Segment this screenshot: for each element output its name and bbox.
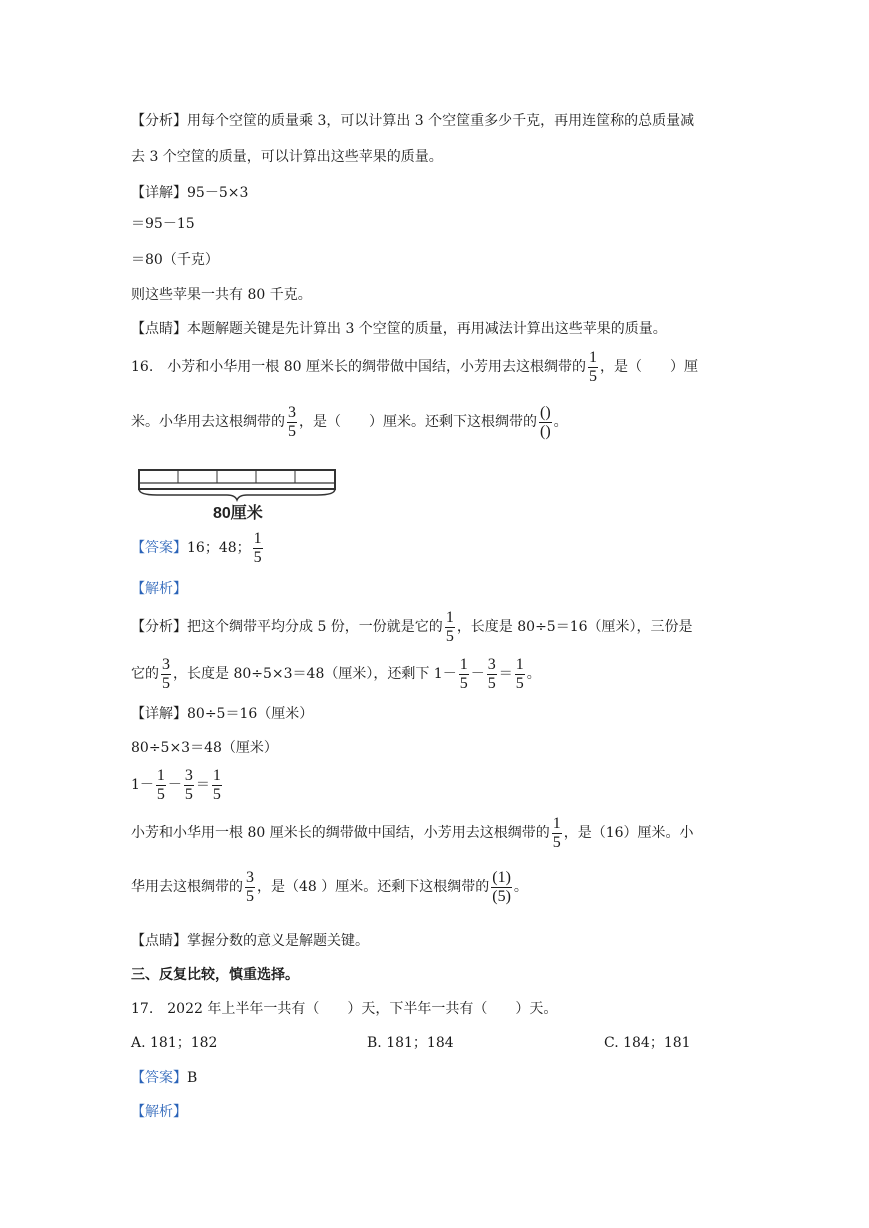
- q16-summary-text-2c: 。: [513, 879, 528, 895]
- q16-stem-text-1a: 16. 小芳和小华用一根 80 厘米长的绸带做中国结，小芳用去这根绸带的: [131, 359, 586, 375]
- equals-sign: ＝: [498, 666, 513, 682]
- q15-detail-text-1: 95－5×3: [187, 185, 249, 201]
- q16-detail-line-3: [131, 765, 224, 805]
- brace-icon: [139, 489, 335, 500]
- q16-answer-line: [131, 528, 265, 568]
- q16-summary-line-1: [131, 813, 694, 853]
- detail-one-minus: 1－: [131, 777, 154, 793]
- summary-fraction-three-fifths: $\frac{3}{5}$: [246, 868, 254, 905]
- q17-answer-line: [131, 1068, 197, 1088]
- q15-comment-line: [131, 319, 667, 339]
- q16-analysis-text-2a: 它的: [131, 666, 159, 682]
- answer-fraction-one-fifth: $\frac{1}{5}$: [253, 529, 262, 566]
- q15-detail-tag: 【详解】: [131, 185, 187, 201]
- q17-stem: 17. 2022 年上半年一共有（ ）天，下半年一共有（ ）天。: [131, 1001, 558, 1017]
- q16-analysis-line-2: [131, 654, 541, 694]
- q15-detail-line-3: ＝80（千克）: [131, 252, 219, 268]
- q15-comment-tag: 【点睛】: [131, 321, 187, 337]
- q16-summary-text-2b: ，是（48 ）厘米。还剩下这根绸带的: [257, 879, 490, 895]
- q16-analysis-line-1: [131, 607, 693, 647]
- q17-option-b: B. 181；184: [367, 1035, 454, 1051]
- fraction-three-fifths: $\frac{3}{5}$: [288, 403, 296, 440]
- q16-summary-text-1a: 小芳和小华用一根 80 厘米长的绸带做中国结，小芳用去这根绸带的: [131, 825, 550, 841]
- analysis-frac-b: $\frac{3}{5}$: [487, 655, 496, 692]
- q16-analysis-text-1b: ，长度是 80÷5＝16（厘米），三份是: [456, 619, 693, 635]
- detail-frac-a: $\frac{1}{5}$: [156, 766, 165, 803]
- q16-stem-text-2a: 米。小华用去这根绸带的: [131, 414, 285, 430]
- q17-jiexi-tag: 【解析】: [131, 1104, 187, 1120]
- ribbon-length-label: 80厘米: [213, 505, 263, 522]
- q16-detail-line-1: [131, 704, 313, 724]
- q15-comment-text: 本题解题关键是先计算出 3 个空筐的质量，再用减法计算出这些苹果的质量。: [187, 321, 667, 337]
- q16-stem-line-1: [131, 347, 698, 387]
- q17-answer-tag: 【答案】: [131, 1070, 187, 1086]
- q16-stem-text-1b: ，是（ ）厘: [599, 359, 698, 375]
- q15-analysis-line-2: 去 3 个空筐的质量，可以计算出这些苹果的质量。: [131, 149, 443, 165]
- section-3-title: 三、反复比较，慎重选择。: [131, 967, 299, 983]
- q16-answer-text: 16；48；: [187, 540, 251, 556]
- q16-analysis-tag: 【分析】: [131, 619, 187, 635]
- q16-summary-text-1b: ，是（16）厘米。小: [563, 825, 694, 841]
- q16-detail-tag: 【详解】: [131, 706, 187, 722]
- detail-equals: ＝: [195, 777, 210, 793]
- q15-analysis-line-1: [131, 111, 694, 131]
- ribbon-figure: [137, 468, 337, 528]
- q16-analysis-text-2b: ，长度是 80÷5×3＝48（厘米），还剩下 1－: [173, 666, 457, 682]
- q16-analysis-text-1a: 把这个绸带平均分成 5 份，一份就是它的: [187, 619, 443, 635]
- q16-comment-text: 掌握分数的意义是解题关键。: [187, 933, 369, 949]
- q15-analysis-tag: 【分析】: [131, 113, 187, 129]
- summary-fraction-filled: $\frac{(1)}{(5)}$: [492, 868, 511, 905]
- q15-detail-line-4: 则这些苹果一共有 80 千克。: [131, 287, 312, 303]
- detail-frac-b: $\frac{3}{5}$: [184, 766, 193, 803]
- q16-detail-text-1: 80÷5＝16（厘米）: [187, 706, 314, 722]
- q16-comment-tag: 【点睛】: [131, 933, 187, 949]
- minus-sign: －: [470, 666, 485, 682]
- q16-answer-tag: 【答案】: [131, 540, 187, 556]
- summary-fraction-one-fifth: $\frac{1}{5}$: [552, 814, 561, 851]
- q16-summary-line-2: [131, 867, 528, 907]
- q17-option-c: C. 184；181: [604, 1035, 691, 1051]
- q15-analysis-text-1: 用每个空筐的质量乘 3，可以计算出 3 个空筐重多少千克，再用连筐称的总质量减: [187, 113, 695, 129]
- ribbon-diagram: [137, 468, 337, 528]
- q16-comment-line: [131, 931, 369, 951]
- q16-detail-line-2: 80÷5×3＝48（厘米）: [131, 740, 278, 756]
- detail-frac-c: $\frac{1}{5}$: [212, 766, 221, 803]
- q15-detail-line-1: [131, 183, 248, 203]
- q17-option-a: A. 181；182: [131, 1035, 218, 1051]
- analysis-fraction-three-fifths: $\frac{3}{5}$: [162, 655, 170, 692]
- analysis-frac-c: $\frac{1}{5}$: [515, 655, 524, 692]
- q16-stem-text-2b: ，是（ ）厘米。还剩下这根绸带的: [299, 414, 537, 430]
- q16-stem-line-2: [131, 402, 568, 442]
- fraction-blank: $\frac{()}{()}$: [540, 403, 551, 440]
- q15-detail-line-2: ＝95－15: [131, 216, 195, 232]
- analysis-fraction-one-fifth: $\frac{1}{5}$: [445, 608, 454, 645]
- q17-answer-value: B: [187, 1070, 198, 1086]
- q16-stem-text-2c: 。: [553, 414, 568, 430]
- fraction-one-fifth: $\frac{1}{5}$: [588, 348, 597, 385]
- q16-summary-text-2a: 华用去这根绸带的: [131, 879, 243, 895]
- ribbon-bar: [139, 470, 335, 489]
- analysis-frac-a: $\frac{1}{5}$: [459, 655, 468, 692]
- detail-minus: －: [167, 777, 182, 793]
- q16-analysis-text-2c: 。: [526, 666, 541, 682]
- q16-jiexi-tag: 【解析】: [131, 581, 187, 597]
